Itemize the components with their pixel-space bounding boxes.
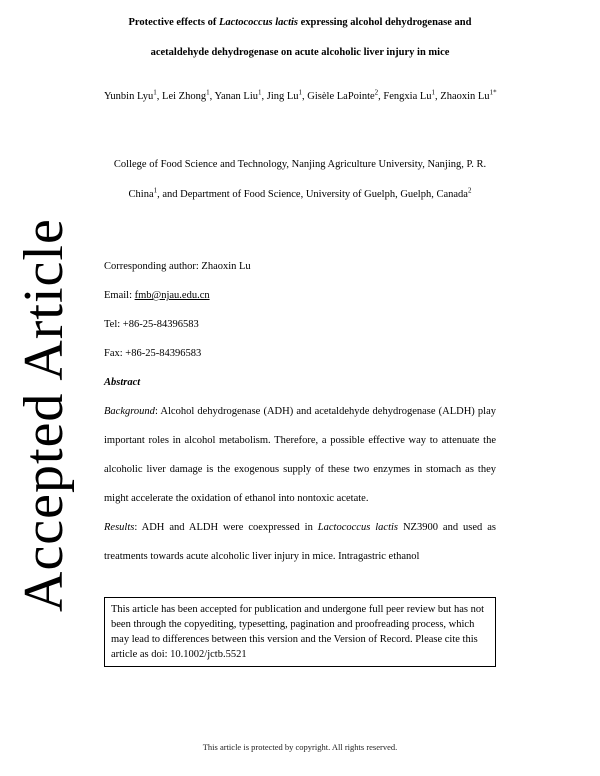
results-label: Results bbox=[104, 522, 135, 533]
author-name: , Fengxia Lu bbox=[378, 91, 432, 102]
abstract-heading: Abstract bbox=[104, 377, 141, 388]
abstract-background-paragraph bbox=[104, 397, 496, 513]
content-column bbox=[104, 0, 496, 667]
title-species-italic: Lactococcus lactis bbox=[218, 17, 298, 28]
results-text: : ADH and ALDH were coexpressed in bbox=[134, 522, 318, 533]
email-link[interactable]: fmb@njau.edu.cn bbox=[134, 290, 210, 301]
author-name: Yunbin Lyu bbox=[104, 91, 154, 102]
author-affiliation-sup: 1* bbox=[489, 88, 497, 97]
author-affiliation-sup: 1 bbox=[431, 88, 436, 97]
background-text: : Alcohol dehydrogenase (ADH) and acetaldehyde dehydrogenase (ALDH) play important roles in alcohol metabolism. Therefore, a possible effective way to attenuate the alcoholic liver damage is the exogenous supply of these two enzymes in stomach as they might accelerate the oxidation of ethanol into nontoxic acetate. bbox=[104, 406, 496, 504]
affiliation-text: College of Food Science and Technology, Nanjing Agriculture University, Nanjing, P. R. China bbox=[113, 159, 487, 200]
author-name: , Yanan Liu bbox=[209, 91, 258, 102]
email-label: Email: bbox=[104, 290, 135, 301]
author-list bbox=[104, 82, 496, 112]
title-text: expressing alcohol dehydrogenase and acetaldehyde dehydrogenase on acute alcoholic liver injury in mice bbox=[150, 17, 472, 58]
author-affiliation-sup: 1 bbox=[258, 88, 262, 97]
affiliation-text: , and Department of Food Science, University of Guelph, Guelph, Canada bbox=[157, 189, 468, 200]
author-name: , Jing Lu bbox=[261, 91, 299, 102]
email-line bbox=[104, 281, 496, 310]
affiliation-line bbox=[104, 150, 496, 210]
copyright-footer: This article is protected by copyright. All rights reserved. bbox=[202, 742, 398, 752]
title-text: Protective effects of bbox=[128, 17, 219, 28]
disclaimer-text: This article has been accepted for publication and undergone full peer review but has not been through the copyediting, typesetting, pagination and proofreading process, which may lead to differences between this version and the Version of Record. Please cite this article as doi: 10.1002/jctb.5521 bbox=[111, 604, 485, 660]
tel-line: Tel: +86-25-84396583 bbox=[104, 319, 199, 330]
author-affiliation-sup: 1 bbox=[153, 88, 157, 97]
acceptance-disclaimer-box bbox=[104, 597, 496, 667]
contact-block bbox=[104, 252, 496, 368]
author-name: , Zhaoxin Lu bbox=[435, 91, 490, 102]
fax-line: Fax: +86-25-84396583 bbox=[104, 348, 202, 359]
accepted-article-watermark: Accepted Article bbox=[13, 218, 75, 612]
author-affiliation-sup: 2 bbox=[374, 88, 379, 97]
results-text: NZ3900 and used as treatments towards acute alcoholic liver injury in mice. Intragastric ethanol bbox=[104, 522, 496, 562]
author-name: , Lei Zhong bbox=[156, 91, 207, 102]
author-name: , Gisèle LaPointe bbox=[302, 91, 375, 102]
affiliation-sup: 1 bbox=[153, 186, 158, 195]
abstract-results-paragraph bbox=[104, 513, 496, 571]
corresponding-author-line: Corresponding author: Zhaoxin Lu bbox=[104, 261, 251, 272]
article-title bbox=[104, 8, 496, 68]
background-label: Background bbox=[104, 406, 155, 417]
affiliation-sup: 2 bbox=[467, 186, 472, 195]
author-affiliation-sup: 1 bbox=[206, 88, 210, 97]
results-species-italic: Lactococcus lactis bbox=[317, 522, 398, 533]
author-affiliation-sup: 1 bbox=[298, 88, 303, 97]
